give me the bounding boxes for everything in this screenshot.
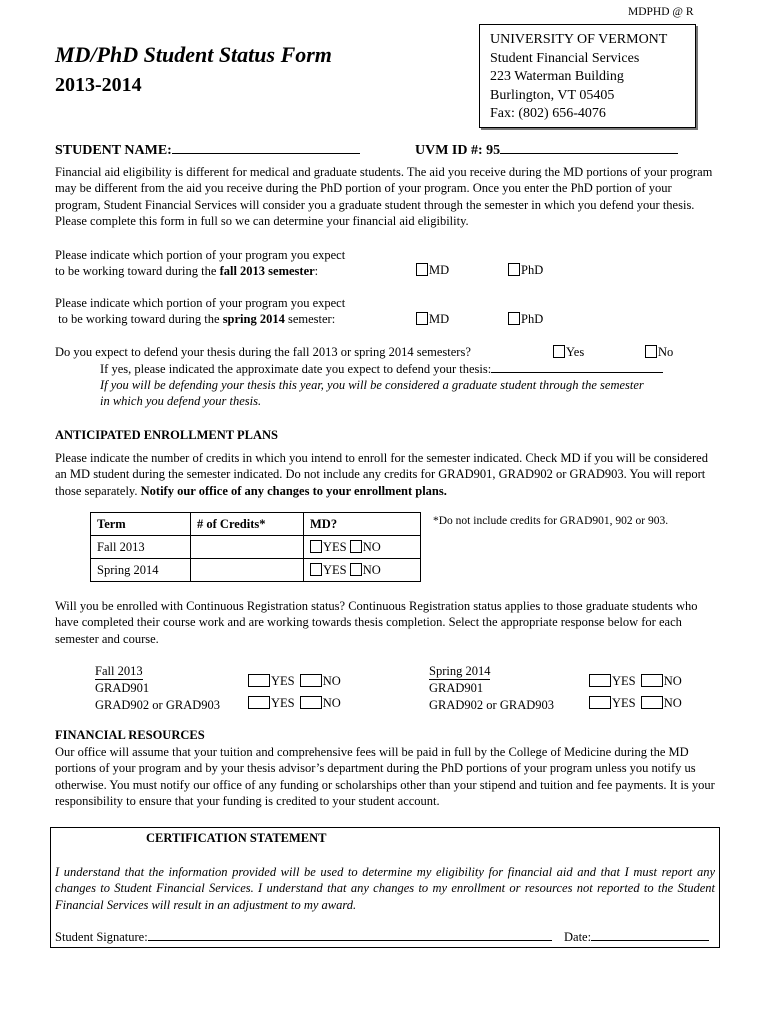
uvm-id-label: UVM ID #: 95 xyxy=(415,143,501,158)
intro-paragraph: Financial aid eligibility is different for medical and graduate students. The aid you receive during the MD portions of your program may be different from the aid you receive during the PhD portion of your program. Once you enter the PhD portion of your program, Student Financial Services will consider you a graduate student through the semester in which you defend your thesis. Please complete this form in full so we can determine your financial aid eligibility. xyxy=(55,165,713,229)
fall-phd-checkbox[interactable] xyxy=(508,263,520,276)
spring-question xyxy=(55,295,415,328)
fall-grad901-yes-checkbox[interactable] xyxy=(248,674,270,687)
fall-grad901-options: YES NO xyxy=(248,674,341,689)
fall-grad902-options: YES NO xyxy=(248,696,341,711)
spring-md-option[interactable]: MD xyxy=(416,312,449,327)
term-cell: Fall 2013 xyxy=(91,536,191,559)
financial-paragraph: Our office will assume that your tuition and comprehensive fees will be paid in full by the College of Medicine during the MD portions of your program and by your thesis advisor’s department during the PhD portions of your program unless you notify us otherwise. You must notify our office of any funding or scholarships other than your stipend and tuition and fee payments. It is your responsibility to ensure that your funding is credited to your student account. xyxy=(55,745,715,809)
fall-course2: GRAD902 or GRAD903 xyxy=(95,697,220,712)
spring-course2: GRAD902 or GRAD903 xyxy=(429,697,554,712)
thesis-no-option[interactable]: No xyxy=(645,345,673,360)
credits-input[interactable] xyxy=(191,559,304,582)
thesis-no-checkbox[interactable] xyxy=(645,345,657,358)
fall-question-line2: to be working toward during the fall 2013 semester: xyxy=(55,264,319,279)
spring-course1: GRAD901 xyxy=(429,681,484,696)
thesis-date-field[interactable] xyxy=(491,361,663,373)
fall-grad902-no-checkbox[interactable] xyxy=(300,696,322,709)
fall-question-line1: Please indicate which portion of your program you expect xyxy=(55,248,346,262)
spring-md-checkbox[interactable] xyxy=(416,312,428,325)
date-label: Date: xyxy=(564,930,592,944)
address-line: UNIVERSITY OF VERMONT xyxy=(490,32,668,47)
term-cell: Spring 2014 xyxy=(91,559,191,582)
spring-question-line1: Please indicate which portion of your program you expect xyxy=(55,296,346,310)
address-line: 223 Waterman Building xyxy=(490,69,624,84)
thesis-question: Do you expect to defend your thesis during the fall 2013 or spring 2014 semesters? xyxy=(55,345,471,359)
spring-question-line2: to be working toward during the spring 2014 semester: xyxy=(55,312,336,327)
address-line: Fax: (802) 656-4076 xyxy=(490,106,606,121)
student-name-row xyxy=(55,141,360,159)
fall-continuous-block xyxy=(95,663,220,713)
thesis-note: If you will be defending your thesis this year, you will be considered a graduate student through the semester in which you defend your thesis. xyxy=(100,378,644,409)
financial-heading: FINANCIAL RESOURCES xyxy=(55,728,205,742)
spring-phd-checkbox[interactable] xyxy=(508,312,520,325)
spring-grad902-yes-checkbox[interactable] xyxy=(589,696,611,709)
enrollment-heading: ANTICIPATED ENROLLMENT PLANS xyxy=(55,428,278,442)
thesis-date-row xyxy=(100,361,663,377)
md-cell: YES NO xyxy=(304,559,421,582)
credits-footnote: *Do not include credits for GRAD901, 902 or 903. xyxy=(433,515,669,527)
fall-course1: GRAD901 xyxy=(95,681,150,696)
table-header-row xyxy=(91,513,421,536)
address-line: Burlington, VT 05405 xyxy=(490,87,615,103)
spring-md-no-checkbox[interactable] xyxy=(350,563,362,576)
signature-label: Student Signature: xyxy=(55,930,148,944)
student-name-label: STUDENT NAME: xyxy=(55,143,172,158)
fall-question xyxy=(55,247,415,280)
fall-md-option[interactable]: MD xyxy=(416,263,449,278)
enrollment-paragraph: Please indicate the number of credits in which you intend to enroll for the semester indicated. Check MD if you will be considered an MD student during the semester indicated. Do not include any credits for GRAD901, GRAD902 or GRAD903. You will report those separately. Notify our office of any changes to your enrollment plans. xyxy=(55,451,708,498)
spring-continuous-heading: Spring 2014 xyxy=(429,663,490,680)
certification-heading: CERTIFICATION STATEMENT xyxy=(146,831,327,845)
address-line: Student Financial Services xyxy=(490,50,640,66)
fall-phd-option[interactable]: PhD xyxy=(508,263,543,278)
thesis-yes-option[interactable]: Yes xyxy=(553,345,584,360)
fall-md-no-checkbox[interactable] xyxy=(350,540,362,553)
spring-phd-option[interactable]: PhD xyxy=(508,312,543,327)
credits-input[interactable] xyxy=(191,536,304,559)
address-box xyxy=(479,24,696,128)
fall-grad901-no-checkbox[interactable] xyxy=(300,674,322,687)
enrollment-table xyxy=(90,512,421,582)
fall-md-yes-checkbox[interactable] xyxy=(310,540,322,553)
spring-grad901-yes-checkbox[interactable] xyxy=(589,674,611,687)
thesis-date-prompt: If yes, please indicated the approximate date you expect to defend your thesis: xyxy=(100,362,492,376)
spring-grad901-options: YES NO xyxy=(589,674,682,689)
form-code: MDPHD @ R xyxy=(628,6,694,18)
uvm-id-field[interactable] xyxy=(500,141,678,154)
spring-grad902-options: YES NO xyxy=(589,696,682,711)
spring-continuous-block xyxy=(429,663,554,713)
fall-grad902-yes-checkbox[interactable] xyxy=(248,696,270,709)
spring-grad901-no-checkbox[interactable] xyxy=(641,674,663,687)
fall-continuous-heading: Fall 2013 xyxy=(95,663,143,680)
certification-box xyxy=(50,827,720,948)
signature-row xyxy=(55,929,552,945)
table-row xyxy=(91,559,421,582)
fall-md-checkbox[interactable] xyxy=(416,263,428,276)
page-title: MD/PhD Student Status Form xyxy=(55,42,332,67)
spring-md-yes-checkbox[interactable] xyxy=(310,563,322,576)
uvm-id-row xyxy=(415,141,678,159)
md-cell: YES NO xyxy=(304,536,421,559)
academic-year: 2013-2014 xyxy=(55,74,142,96)
continuous-paragraph: Will you be enrolled with Continuous Registration status? Continuous Registration status applies to those graduate students who have completed their course work and are working towards thesis completion. Select the appropriate response below for each semester and course. xyxy=(55,599,698,646)
table-row xyxy=(91,536,421,559)
date-field[interactable] xyxy=(591,929,709,941)
certification-text: I understand that the information provided will be used to determine my eligibility for financial aid and that I must report any changes to Student Financial Services. I understand that any changes to my enrollment or resources not reported to the Student Financial Services will result in an adjustment to my award. xyxy=(55,865,715,912)
signature-field[interactable] xyxy=(148,929,552,941)
header-credits: # of Credits* xyxy=(191,513,304,536)
thesis-yes-checkbox[interactable] xyxy=(553,345,565,358)
student-name-field[interactable] xyxy=(172,141,360,154)
spring-grad902-no-checkbox[interactable] xyxy=(641,696,663,709)
header-md: MD? xyxy=(304,513,421,536)
date-row xyxy=(564,929,709,945)
header-term: Term xyxy=(91,513,191,536)
